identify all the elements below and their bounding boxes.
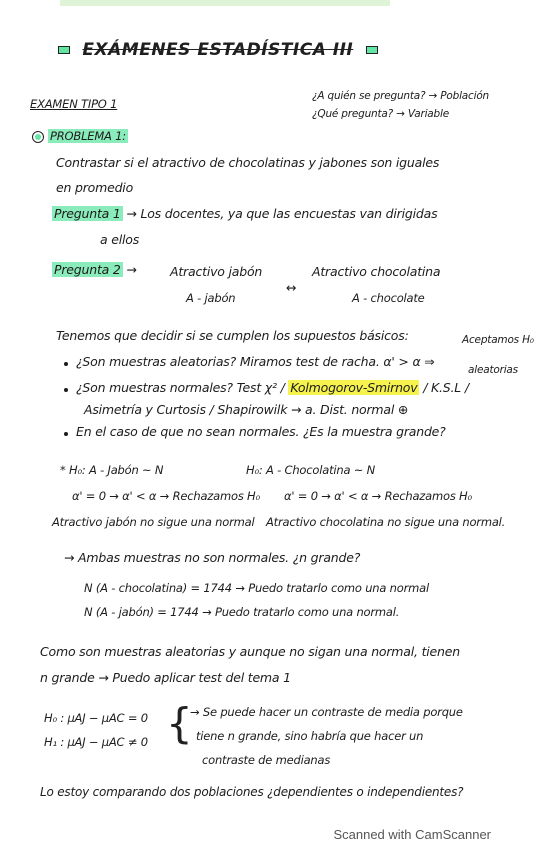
scanner-footer: Scanned with CamScanner [333,827,491,842]
hypothesis-h0: H₀ : μAJ − μAC = 0 [44,711,148,725]
n-chocolate: N (A - chocolatina) = 1744 → Puedo tratarlo como una normal [84,581,429,595]
tape-strip [60,0,390,6]
conclusion-line-1: Como son muestras aleatorias y aunque no sigan una normal, tienen [40,644,460,659]
problem-line-1: Contrastar si el atractivo de chocolatinas y jabones son iguales [56,155,440,170]
bullet-dot [64,388,68,392]
bullet-randomness: ¿Son muestras aleatorias? Miramos test de racha. α' > α ⇒ [76,354,435,369]
hypothesis-h1: H₁ : μAJ − μAC ≠ 0 [44,735,148,749]
brace-icon: { [166,699,193,748]
h0-soap: * H₀: A - Jabón ~ N [60,463,164,477]
hypothesis-note-2: tiene n grande, sino habría que hacer un [196,729,424,743]
bullet-randomness-end: aleatorias [468,364,518,376]
conclusion-soap: Atractivo jabón no sigue una normal [52,515,255,529]
exam-type-label: EXAMEN TIPO 1 [30,97,118,111]
bullet-normality-line-2: Asimetría y Curtosis / Shapirowilk → a. Dist. normal ⊕ [84,402,409,417]
hypothesis-note-3: contraste de medianas [202,753,331,767]
title-right-mark [366,46,378,54]
conclusion-line-2: n grande → Puedo aplicar test del tema 1 [40,670,291,685]
double-arrow-icon: ↔ [286,280,297,295]
alpha-chocolate: α' = 0 → α' < α → Rechazamos H₀ [284,489,472,503]
bullet-dot [64,362,68,366]
question-2-label: Pregunta 2 [54,262,121,277]
question-2-var-a: Atractivo jabón [170,264,263,279]
question-1-label: Pregunta 1 [54,206,121,221]
question-2-var-b: Atractivo chocolatina [312,264,441,279]
side-note-population: ¿A quién se pregunta? → Población [312,90,490,102]
bullet-normality-text: ¿Son muestras normales? Test χ² / [76,380,285,395]
assumptions-accept: Aceptamos H₀ [462,334,534,346]
problem-bullet-icon [32,131,44,143]
bullet-normality [76,380,469,396]
question-1: Pregunta 1 → Los docentes, ya que las encuestas van dirigidas [54,206,438,221]
alpha-soap: α' = 0 → α' < α → Rechazamos H₀ [72,489,260,503]
question-1-text-2: a ellos [100,232,140,247]
bullet-dot [64,432,68,436]
hypothesis-note-1: → Se puede hacer un contraste de media porque [190,705,463,719]
title-text: EXÁMENES ESTADÍSTICA III [82,40,354,60]
final-question-line: Lo estoy comparando dos poblaciones ¿dependientes o independientes? [40,785,464,799]
question-2: Pregunta 2 → [54,262,137,277]
both-not-normal: → Ambas muestras no son normales. ¿n grande? [64,550,361,565]
title-left-mark [58,46,70,54]
bullet-normality-tests: / K.S.L / [423,380,469,395]
bullet-normality-highlight: Kolmogorov-Smirnov [290,380,418,395]
question-2-sub-a: A - jabón [186,291,236,305]
bullet-large-sample: En el caso de que no sean normales. ¿Es la muestra grande? [76,424,446,439]
question-1-text: Los docentes, ya que las encuestas van dirigidas [140,206,438,221]
problem-heading [32,128,128,144]
assumptions-line: Tenemos que decidir si se cumplen los supuestos básicos: [56,328,409,343]
problem-line-2: en promedio [56,180,134,195]
conclusion-chocolate: Atractivo chocolatina no sigue una normal. [266,515,506,529]
question-2-sub-b: A - chocolate [352,291,425,305]
page-title [52,40,384,60]
side-note-variable: ¿Qué pregunta? → Variable [312,108,449,120]
h0-chocolate: H₀: A - Chocolatina ~ N [246,463,376,477]
n-soap: N (A - jabón) = 1744 → Puedo tratarlo como una normal. [84,605,400,619]
problem-label: PROBLEMA 1: [50,129,126,143]
